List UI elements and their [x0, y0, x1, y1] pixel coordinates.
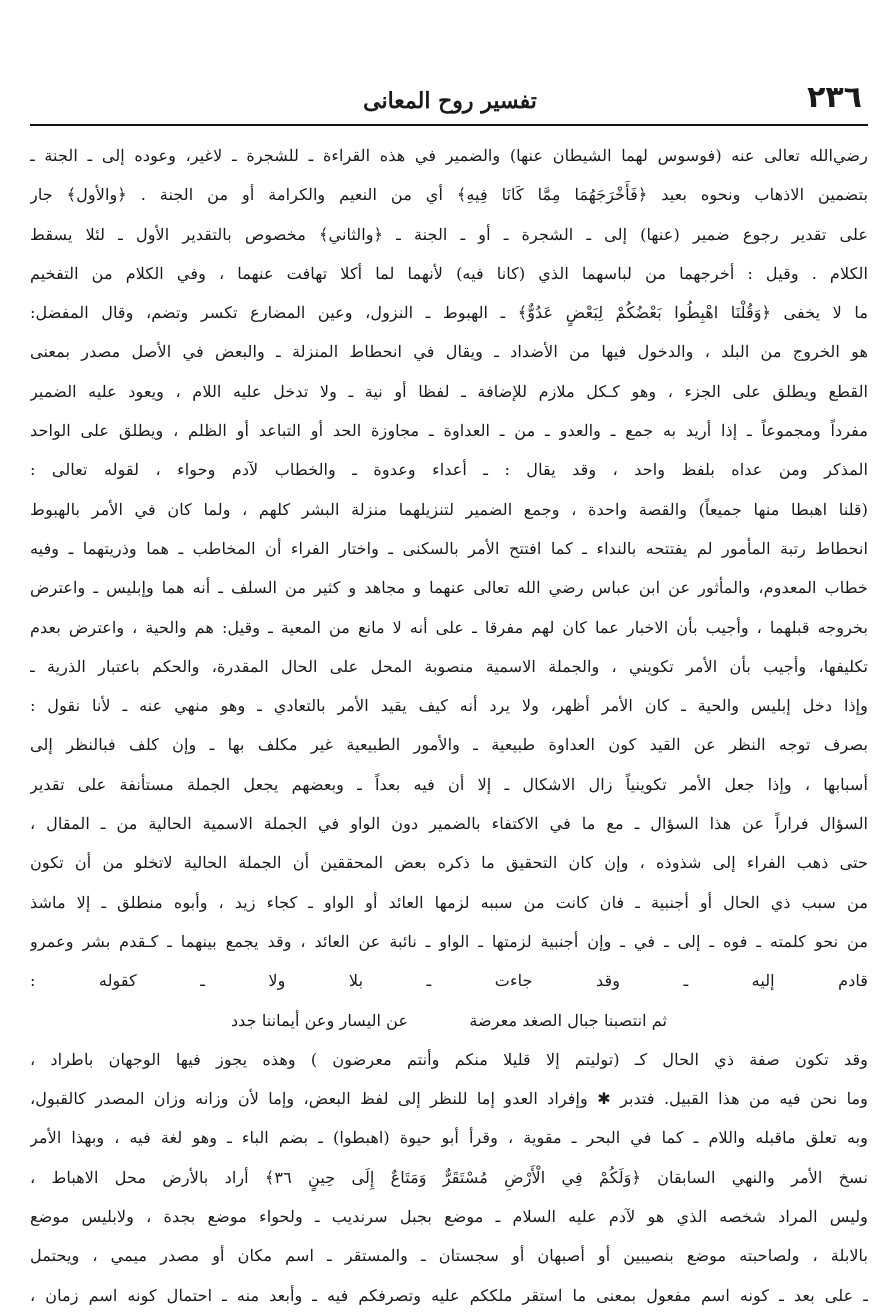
text-line: القطع ويطلق على الجزء ، وهو كـكل ملازم للإضافة ـ لفظا أو نية ـ ولا تدخل عليه اللام ، ويعود عليه الضمير	[30, 381, 868, 401]
text-line: قادم إليه ـ وقد جاءت ـ بلا ولا ـ كقوله :	[30, 971, 868, 991]
verse-first-hemistich: ثم انتصبنا جبال الصغد معرضة	[469, 1010, 668, 1030]
text-line: وليس المراد شخصه الذي هو لآدم عليه السلام ـ موضع بجبل سرنديب ـ ولحواء موضع بجدة ، ولابليس موضع	[30, 1207, 868, 1227]
verse-second-hemistich: عن اليسار وعن أيماننا جدد	[230, 1010, 409, 1030]
body-text	[30, 136, 868, 1315]
page-number: ٢٣٦	[807, 80, 862, 115]
text-line: رضي‌الله تعالى عنه (فوسوس لهما الشيطان عنها) والضمير في هذه القراءة ـ للشجرة ـ لاغير، وعوده إلى ـ الجنة ـ	[30, 146, 868, 165]
text-line: تكليفها، وأجيب بأن الأمر تكويني ، والجملة الاسمية منصوبة المحل على الحال المقدرة، والحكم باعتبار الذرية ـ	[30, 656, 868, 676]
text-line: انحطاط رتبة المأمور لم يفتتحه بالنداء ـ كما افتتح الأمر بالسكنى ـ واختار الفراء أن المخاطب ـ هما وذريتهما ـ وفيه	[30, 538, 868, 558]
text-line: بتضمين الاذهاب ونحوه بعيد ﴿فَأَخْرَجَهُمَا مِمَّا كَانَا فِيهِ﴾ أي من النعيم والكرامة أو من الجنة . ﴿والأول﴾ جار	[30, 185, 868, 205]
text-line: وبه تعلق ماقبله واللام ـ كما في البحر ـ مقوية ، وقرأ أبو حيوة (اهبطوا) ـ بضم الباء ـ وهو لغة فيه ، وبهذا الأمر	[30, 1128, 868, 1148]
text-line: المذكر ومن عداه بلفظ واحد ، وقد يقال : ـ أعداء وعدوة ـ والخطاب لآدم وحواء ، لقوله تعالى :	[30, 460, 868, 480]
header-rule	[30, 124, 868, 126]
text-line: وإذا دخل إبليس والحية ـ كان الأمر أظهر، ولا يرد أنه كيف يقيد الأمر بالتعادي ـ وهو منهي عنه ـ لأنا نقول :	[30, 696, 868, 716]
text-line: وقد تكون صفة ذي الحال كـ (توليتم إلا قليلا منكم وأنتم معرضون ) وهذه يجوز فيها الوجهان باطراد ،	[30, 1049, 868, 1069]
text-line: (قلنا اهبطا منها جميعاً) والقصة واحدة ، وجمع الضمير لتنزيلهما منزلة البشر كلهم ، ولما كان في الأمر بالهبوط	[30, 499, 868, 519]
text-line: بالابلة ، ولصاحبته موضع بنصيبين أو أصبهان أو سجستان ـ والمستقر ـ اسم مكان أو مصدر ميمي ، ويحتمل	[30, 1246, 868, 1266]
running-title: تفسير روح المعانى	[363, 88, 537, 114]
text-line: بخروجه قبلهما ، وأجيب بأن الاخبار عما كان لهم مفرقا ـ على أنه لا مانع من المعية ـ وقيل: هم والحية ، واعترض بعدم	[30, 617, 868, 637]
text-line: أسبابها ، وإذا جعل الأمر تكوينياً زال الاشكال ـ إلا أن فيه بعداً ـ وبعضهم يجعل الجملة مستأنفة على تقدير	[30, 774, 868, 794]
text-line: مفرداً ومجموعاً ـ إذا أريد به جمع ـ والعدو ـ من ـ العداوة ـ مجاوزة الحد أو التباعد أو الظلم ، ويطلق على الواحد	[30, 421, 868, 441]
text-line: وما نحن فيه من هذا القبيل. فتدبر ✱ وإفراد العدو إما للنظر إلى لفظ البعض، وإما لأن وزانه وزان المصدر كالقبول،	[30, 1089, 868, 1109]
text-line: خطاب المعدوم، والمأثور عن ابن عباس رضي الله تعالى عنهما و مجاهد و كثير من السلف ـ أنه هما وإبليس ـ واعترض	[30, 578, 868, 598]
text-line: من سبب ذي الحال أو أجنبية ـ فان كانت من سببه لزمها العائد أو الواو ـ كجاء زيد ، وأبوه منطلق ـ إلا ماشذ	[30, 892, 868, 912]
text-line: ـ على بعد ـ كونه اسم مفعول بمعنى ما استقر ملككم عليه وتصرفكم فيه ـ وأبعد منه ـ احتمال كونه اسم زمان ،	[30, 1285, 868, 1305]
text-line: من نحو كلمته ـ فوه ـ إلى ـ في ـ وإن أجنبية لزمتها ـ الواو ـ نائبة عن العائد ، وقد يجمع بينهما ـ كـقدم بشر وعمرو	[30, 931, 868, 951]
text-line: نسخ الأمر والنهي السابقان ﴿وَلَكُمْ فِي الْأَرْضِ مُسْتَقَرٌّ وَمَتَاعٌ إِلَى حِينٍ ٣٦﴾ أراد بالأرض محل الاهباط ،	[30, 1167, 868, 1187]
text-line: هو الخروج من البلد ، والدخول فيها من الأضداد ـ ويقال في انحطاط المنزلة ـ والبعض في الأصل مصدر بمعنى	[30, 342, 868, 362]
text-line: حتى ذهب الفراء إلى شذوذه ، وإن كان التحقيق ما ذكره بعض المحققين أن الجملة الحالية لاتخلو من أن تكون	[30, 853, 868, 873]
text-line: على تقدير رجوع ضمير (عنها) إلى ـ الشجرة ـ أو ـ الجنة ـ ﴿والثاني﴾ مخصوص بالتقدير الأول ـ لئلا يسقط	[30, 224, 868, 244]
text-line: الكلام . وقيل : أخرجهما من لباسهما الذي (كانا فيه) لأنهما لما أكلا تهافت عنهما ، وفي الكلام من التفخيم	[30, 263, 868, 283]
text-line: السؤال فراراً عن هذا السؤال ـ مع ما في الاكتفاء بالضمير دون الواو في الجملة الاسمية الحالية من ـ المقال ،	[30, 814, 868, 834]
poetry-verse	[30, 1001, 868, 1040]
text-line: ما لا يخفى ﴿وَقُلْنَا اهْبِطُوا بَعْضُكُمْ لِبَعْضٍ عَدُوٌّ﴾ ـ الهبوط ـ النزول، وعين المضارع تكسر وتضم، وقال المفضل:	[30, 303, 868, 323]
text-line: بصرف توجه النظر عن القيد كون العداوة طبيعية ـ والأمور الطبيعية غير مكلف بها ـ وإن كلف فبالنظر إلى	[30, 735, 868, 755]
page-header	[30, 78, 870, 122]
